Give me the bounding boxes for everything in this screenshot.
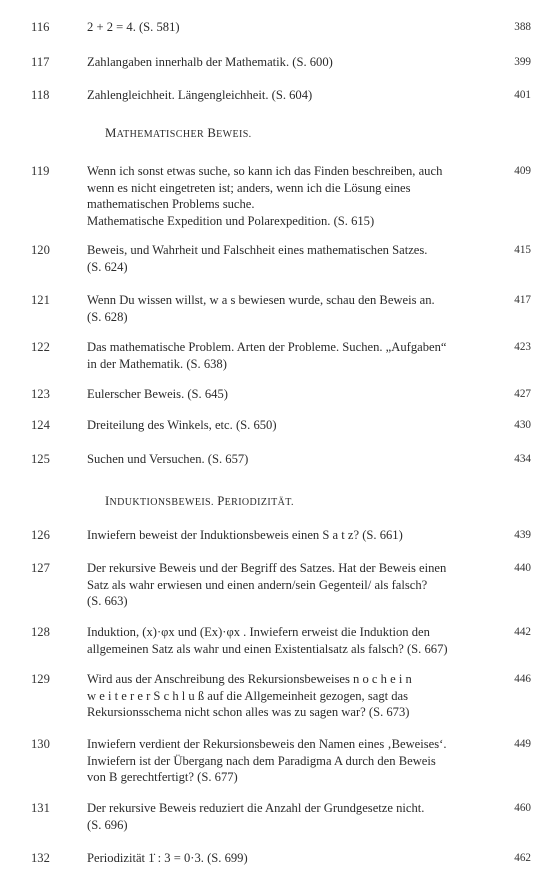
entry-title xyxy=(87,624,487,657)
entry-page-number: 388 xyxy=(514,21,531,33)
entry-title-line: Beweis, und Wahrheit und Falschheit eines mathematischen Satzes. xyxy=(87,243,428,257)
entry-title xyxy=(87,386,487,403)
entry-number: 123 xyxy=(31,387,50,401)
entry-title-line: Wenn ich sonst etwas suche, so kann ich das Finden beschreiben, auch xyxy=(87,164,443,178)
entry-title-line: Periodizität 1̇ : 3 = 0·3. (S. 699) xyxy=(87,851,248,865)
entry-title-line: Inwiefern ist der Übergang nach dem Paradigma A durch den Beweis xyxy=(87,753,436,768)
entry-title xyxy=(87,163,487,229)
entry-title-line: (S. 663) xyxy=(87,594,128,608)
entry-page-number: 409 xyxy=(514,165,531,177)
section-heading-induktionsbeweis xyxy=(105,493,294,511)
entry-number: 129 xyxy=(31,672,50,686)
entry-page-number: 439 xyxy=(514,529,531,541)
entry-title-line: mathematischen Problems suche. xyxy=(87,197,255,211)
entry-number: 118 xyxy=(31,88,50,102)
entry-title xyxy=(87,527,487,544)
entry-page-number: 423 xyxy=(514,341,531,353)
entry-title xyxy=(87,87,487,104)
entry-number: 128 xyxy=(31,625,50,639)
entry-number: 127 xyxy=(31,561,50,575)
entry-title-line: Satz als wahr erwiesen und einen andern/sein Gegenteil/ als falsch? xyxy=(87,577,428,592)
entry-page-number: 440 xyxy=(514,562,531,574)
entry-title-line: allgemeinen Satz als wahr und einen Existentialsatz als falsch? (S. 667) xyxy=(87,641,448,656)
entry-number: 131 xyxy=(31,801,50,815)
entry-page-number: 460 xyxy=(514,802,531,814)
entry-page-number: 401 xyxy=(514,89,531,101)
entry-number: 132 xyxy=(31,851,50,865)
entry-page-number: 462 xyxy=(514,852,531,864)
entry-page-number: 449 xyxy=(514,738,531,750)
entry-title xyxy=(87,560,487,610)
entry-page-number: 434 xyxy=(514,453,531,465)
entry-title-line: Inwiefern beweist der Induktionsbeweis einen S a t z? (S. 661) xyxy=(87,528,403,542)
entry-number: 125 xyxy=(31,452,50,466)
entry-title-line: Dreiteilung des Winkels, etc. (S. 650) xyxy=(87,418,277,432)
entry-title xyxy=(87,242,487,275)
heading-rest: ERIODIZITÄT. xyxy=(224,497,294,508)
heading-initial: I xyxy=(105,494,110,508)
entry-title-line: Wird aus der Anschreibung des Rekursionsbeweises n o c h e i n xyxy=(87,672,412,686)
entry-number: 119 xyxy=(31,164,50,178)
entry-title xyxy=(87,800,487,833)
entry-number: 121 xyxy=(31,293,50,307)
entry-number: 122 xyxy=(31,340,50,354)
entry-page-number: 446 xyxy=(514,673,531,685)
entry-title xyxy=(87,850,487,867)
entry-title-line: Rekursionsschema nicht schon alles was zu sagen war? (S. 673) xyxy=(87,705,410,719)
entry-number: 116 xyxy=(31,20,50,34)
entry-number: 126 xyxy=(31,528,50,542)
heading-rest: ATHEMATISCHER xyxy=(116,129,205,140)
entry-title-line: in der Mathematik. (S. 638) xyxy=(87,356,227,371)
entry-title-line: Mathematische Expedition und Polarexpedition. (S. 615) xyxy=(87,213,375,228)
entry-title xyxy=(87,54,487,71)
entry-title-line: Das mathematische Problem. Arten der Probleme. Suchen. „Aufgaben“ xyxy=(87,340,447,354)
entry-title xyxy=(87,671,487,721)
entry-title xyxy=(87,736,487,786)
heading-initial: P xyxy=(217,494,225,508)
entry-title xyxy=(87,292,487,325)
entry-title-line: Zahlangaben innerhalb der Mathematik. (S. 600) xyxy=(87,55,333,69)
section-heading-mathematischer-beweis xyxy=(105,125,252,143)
entry-title-line: Suchen und Versuchen. (S. 657) xyxy=(87,452,249,466)
entry-title-line: Der rekursive Beweis und der Begriff des Satzes. Hat der Beweis einen xyxy=(87,561,447,575)
entry-title xyxy=(87,451,487,468)
entry-title-line: (S. 696) xyxy=(87,817,128,832)
entry-number: 124 xyxy=(31,418,50,432)
entry-title-line: (S. 628) xyxy=(87,309,128,324)
entry-page-number: 427 xyxy=(514,388,531,400)
entry-page-number: 442 xyxy=(514,626,531,638)
heading-rest: EWEIS. xyxy=(216,129,252,140)
entry-title-line: von B gerechtfertigt? (S. 677) xyxy=(87,770,238,784)
entry-title xyxy=(87,417,487,434)
entry-title-line: Der rekursive Beweis reduziert die Anzahl der Grundgesetze nicht. xyxy=(87,801,425,815)
entry-page-number: 430 xyxy=(514,419,531,431)
entry-title-line: Induktion, (x)·φx und (Ex)·φx . Inwiefern erweist die Induktion den xyxy=(87,625,430,639)
entry-title-line: 2 + 2 = 4. (S. 581) xyxy=(87,20,180,34)
heading-rest: NDUKTIONSBEWEIS. xyxy=(109,497,214,508)
entry-title-line: Eulerscher Beweis. (S. 645) xyxy=(87,387,228,401)
entry-title-line: w e i t e r e r S c h l u ß auf die Allgemeinheit gezogen, sagt das xyxy=(87,688,409,703)
entry-page-number: 417 xyxy=(514,294,531,306)
entry-page-number: 415 xyxy=(514,244,531,256)
entry-title-line: wenn es nicht eingetreten ist; anders, wenn ich die Lösung eines xyxy=(87,180,411,195)
entry-number: 120 xyxy=(31,243,50,257)
entry-title-line: Zahlengleichheit. Längengleichheit. (S. 604) xyxy=(87,88,313,102)
entry-page-number: 399 xyxy=(514,56,531,68)
entry-number: 117 xyxy=(31,55,50,69)
heading-initial: B xyxy=(207,126,217,140)
entry-title xyxy=(87,19,487,36)
entry-title-line: Inwiefern verdient der Rekursionsbeweis den Namen eines ‚Beweises‘. xyxy=(87,737,447,751)
entry-title-line: (S. 624) xyxy=(87,259,128,274)
heading-initial: M xyxy=(105,126,117,140)
entry-title-line: Wenn Du wissen willst, w a s bewiesen wurde, schau den Beweis an. xyxy=(87,293,435,307)
entry-title xyxy=(87,339,487,372)
entry-number: 130 xyxy=(31,737,50,751)
